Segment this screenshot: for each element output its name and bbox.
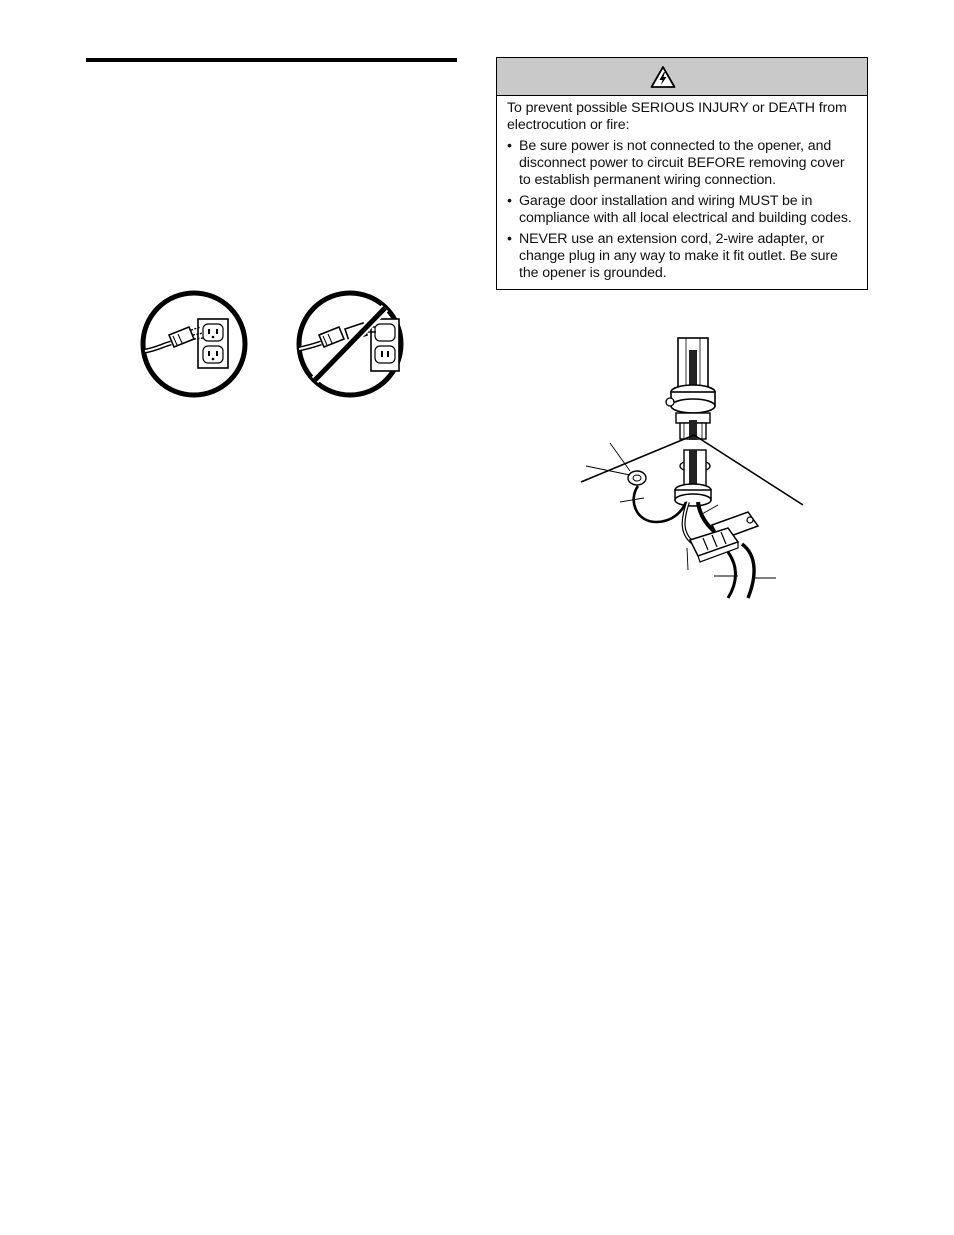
permanent-wiring-diagram	[578, 330, 804, 600]
warning-intro: To prevent possible SERIOUS INJURY or DEATH from electrocution or fire:	[507, 100, 847, 133]
warning-box	[496, 57, 868, 290]
warning-item: • NEVER use an extension cord, 2-wire adapter, or change plug in any way to make it fit outlet. Be sure the opener is grounded.	[507, 231, 858, 282]
prohibited-adapter-plug-icon	[295, 289, 405, 399]
warning-list	[507, 138, 858, 282]
warning-header	[497, 58, 867, 96]
warning-item: • Garage door installation and wiring MUST be in compliance with all local electrical and building codes.	[507, 193, 858, 227]
section-heading-rule	[86, 58, 457, 62]
grounded-plug-in-outlet-icon	[139, 289, 249, 399]
warning-body	[497, 96, 867, 282]
electric-shock-warning-icon	[650, 65, 676, 89]
warning-item: • Be sure power is not connected to the opener, and disconnect power to circuit BEFORE removing cover to establish permanent wiring connection.	[507, 138, 858, 189]
